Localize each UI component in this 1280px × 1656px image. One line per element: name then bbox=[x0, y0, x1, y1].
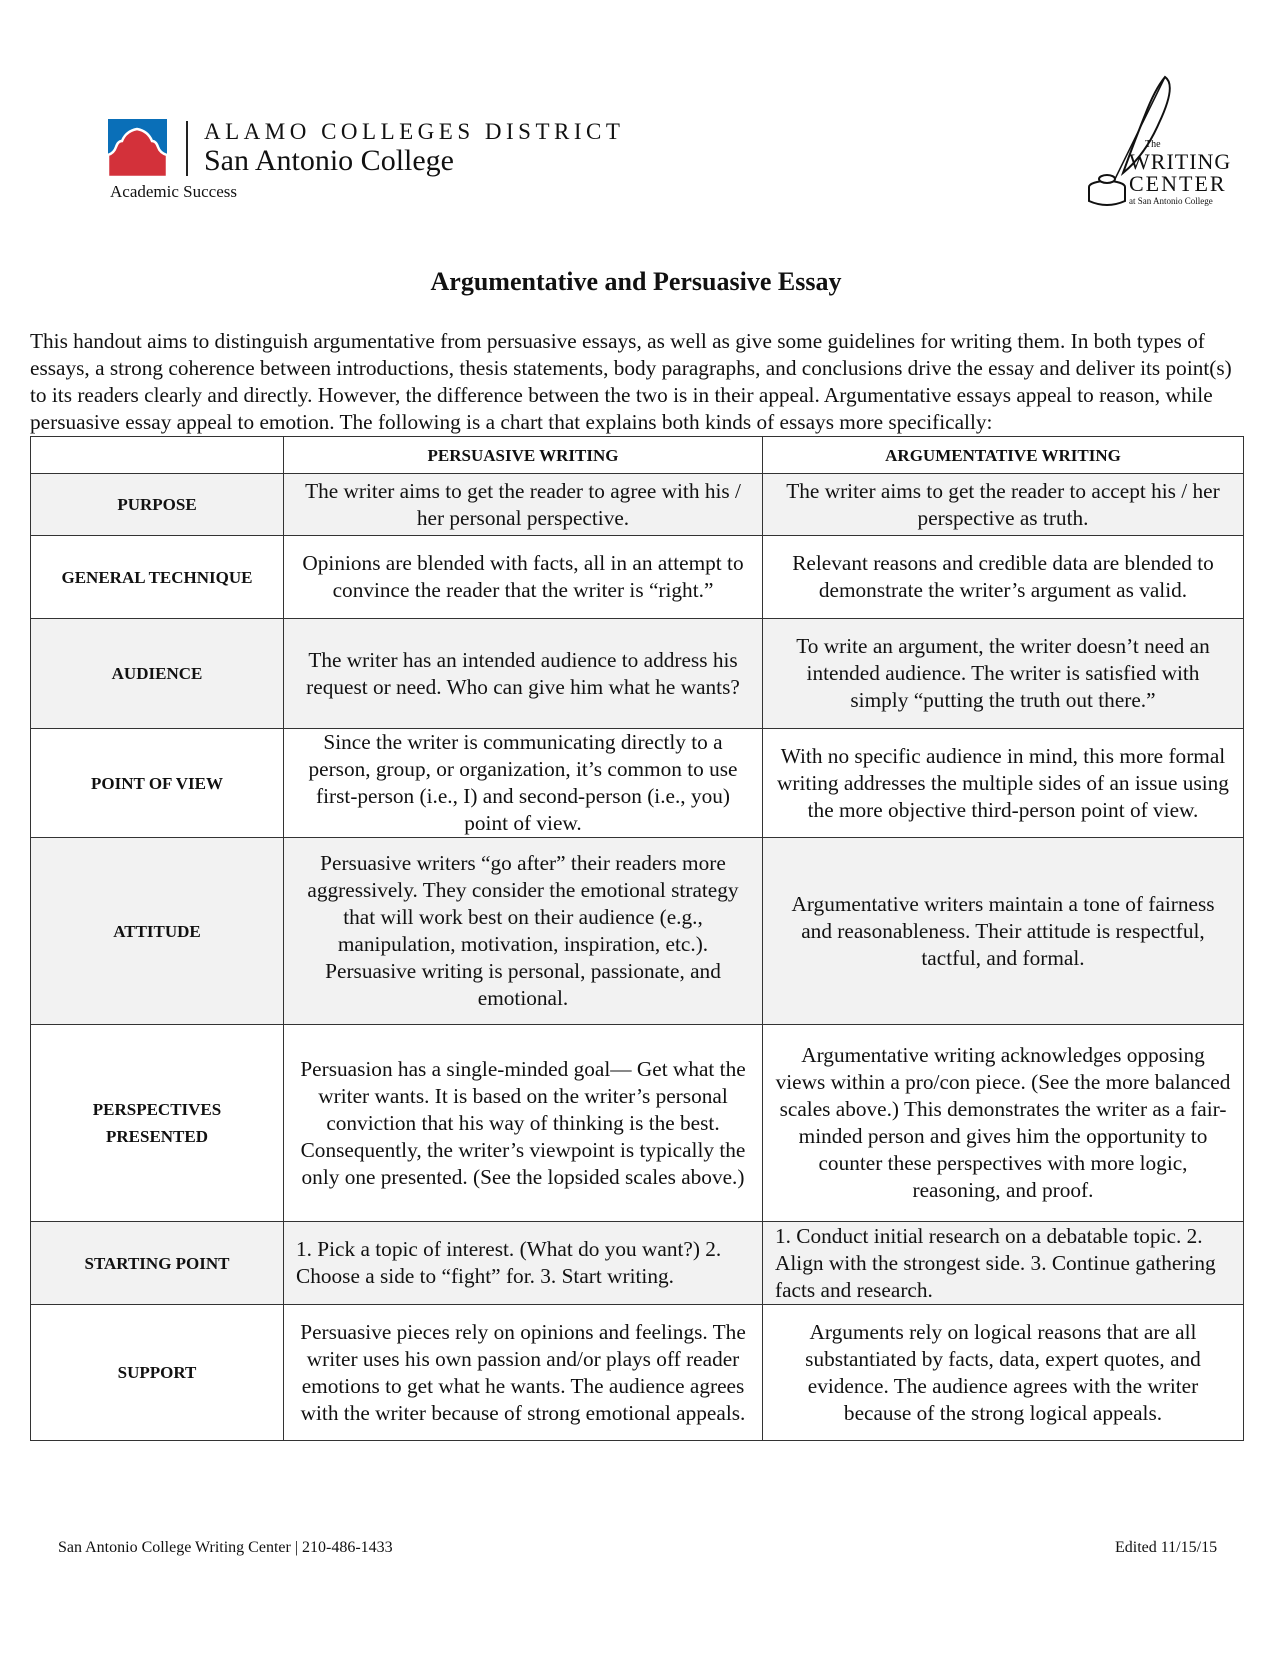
persuasive-cell: Persuasive writers “go after” their readers more aggressively. They consider the emotional strategy that will work best on their audience (e.g., manipulation, motivation, inspiration, etc.). Persuasive writing is personal, passionate, and emotional. bbox=[284, 838, 763, 1025]
table-row bbox=[31, 536, 1244, 619]
table-row bbox=[31, 474, 1244, 536]
content-flow bbox=[30, 328, 1250, 1441]
logo-divider bbox=[186, 121, 188, 176]
persuasive-cell: The writer aims to get the reader to agree with his / her personal perspective. bbox=[284, 474, 763, 536]
logo-subtitle: at San Antonio College bbox=[1129, 196, 1213, 206]
row-label: SUPPORT bbox=[31, 1305, 284, 1441]
row-label: ATTITUDE bbox=[31, 838, 284, 1025]
argumentative-cell: Relevant reasons and credible data are blended to demonstrate the writer’s argument as valid. bbox=[763, 536, 1244, 619]
footer-contact: San Antonio College Writing Center | 210-486-1433 bbox=[58, 1539, 393, 1556]
district-name: ALAMO COLLEGES DISTRICT bbox=[204, 119, 625, 144]
row-label: POINT OF VIEW bbox=[31, 729, 284, 838]
argumentative-cell: Argumentative writers maintain a tone of fairness and reasonableness. Their attitude is respectful, tactful, and formal. bbox=[763, 838, 1244, 1025]
table-row bbox=[31, 1305, 1244, 1441]
department-name: Academic Success bbox=[110, 182, 237, 201]
persuasive-cell: Opinions are blended with facts, all in an attempt to convince the reader that the writer is “right.” bbox=[284, 536, 763, 619]
footer-edited-date: Edited 11/15/15 bbox=[1115, 1539, 1218, 1556]
document-title: Argumentative and Persuasive Essay bbox=[430, 267, 842, 296]
row-label: PURPOSE bbox=[31, 474, 284, 536]
comparison-table bbox=[30, 436, 1244, 1441]
argumentative-cell: To write an argument, the writer doesn’t need an intended audience. The writer is satisfied with simply “putting the truth out there.” bbox=[763, 619, 1244, 729]
table-header-row bbox=[31, 437, 1244, 474]
table-row bbox=[31, 729, 1244, 838]
logo-the: The bbox=[1145, 139, 1161, 150]
persuasive-cell: Persuasion has a single-minded goal— Get what the writer wants. It is based on the writer’s personal conviction that his way of thinking is the best. Consequently, the writer’s viewpoint is typically the only one presented. (See the lopsided scales above.) bbox=[284, 1025, 763, 1222]
column-header-persuasive: PERSUASIVE WRITING bbox=[284, 437, 763, 474]
table-row bbox=[31, 1025, 1244, 1222]
argumentative-cell: Arguments rely on logical reasons that are all substantiated by facts, data, expert quotes, and evidence. The audience agrees with the writer because of the strong logical appeals. bbox=[763, 1305, 1244, 1441]
column-header bbox=[31, 437, 284, 474]
row-label: STARTING POINT bbox=[31, 1222, 284, 1305]
persuasive-cell: 1. Pick a topic of interest. (What do you want?) 2. Choose a side to “fight” for. 3. Start writing. bbox=[284, 1222, 763, 1305]
column-header-argumentative: ARGUMENTATIVE WRITING bbox=[763, 437, 1244, 474]
argumentative-cell: Argumentative writing acknowledges opposing views within a pro/con piece. (See the more balanced scales above.) This demonstrates the writer as a fair-minded person and gives him the opportunity to counter these perspectives with more logic, reasoning, and proof. bbox=[763, 1025, 1244, 1222]
persuasive-cell: Since the writer is communicating directly to a person, group, or organization, it’s common to use first-person (i.e., I) and second-person (i.e., you) point of view. bbox=[284, 729, 763, 838]
persuasive-cell: Persuasive pieces rely on opinions and feelings. The writer uses his own passion and/or plays off reader emotions to get what he wants. The audience agrees with the writer because of strong emotional appeals. bbox=[284, 1305, 763, 1441]
argumentative-cell: The writer aims to get the reader to accept his / her perspective as truth. bbox=[763, 474, 1244, 536]
college-name: San Antonio College bbox=[204, 144, 454, 177]
table-row bbox=[31, 1222, 1244, 1305]
logo-writing: WRITING bbox=[1129, 149, 1232, 174]
row-label: PERSPECTIVES PRESENTED bbox=[31, 1025, 284, 1222]
intro-paragraph: This handout aims to distinguish argumentative from persuasive essays, as well as give some guidelines for writing them. In both types of essays, a strong coherence between introductions, thesis statements, body paragraphs, and conclusions drive the essay and deliver its point(s) to its readers clearly and directly. However, the difference between the two is in their appeal. Argumentative essays appeal to reason, while persuasive essay appeal to emotion. The following is a chart that explains both kinds of essays more specifically: bbox=[30, 329, 1232, 434]
argumentative-cell: With no specific audience in mind, this more formal writing addresses the multiple sides of an issue using the more objective third-person point of view. bbox=[763, 729, 1244, 838]
row-label: GENERAL TECHNIQUE bbox=[31, 536, 284, 619]
table-row bbox=[31, 619, 1244, 729]
table-row bbox=[31, 838, 1244, 1025]
san-antonio-college-logo bbox=[108, 119, 628, 209]
row-label: AUDIENCE bbox=[31, 619, 284, 729]
persuasive-cell: The writer has an intended audience to address his request or need. Who can give him what he wants? bbox=[284, 619, 763, 729]
alamo-mission-logo-icon bbox=[108, 119, 167, 177]
logo-center: CENTER bbox=[1129, 171, 1227, 196]
writing-center-logo bbox=[1085, 75, 1235, 210]
argumentative-cell: 1. Conduct initial research on a debatable topic. 2. Align with the strongest side. 3. Continue gathering facts and research. bbox=[763, 1222, 1244, 1305]
